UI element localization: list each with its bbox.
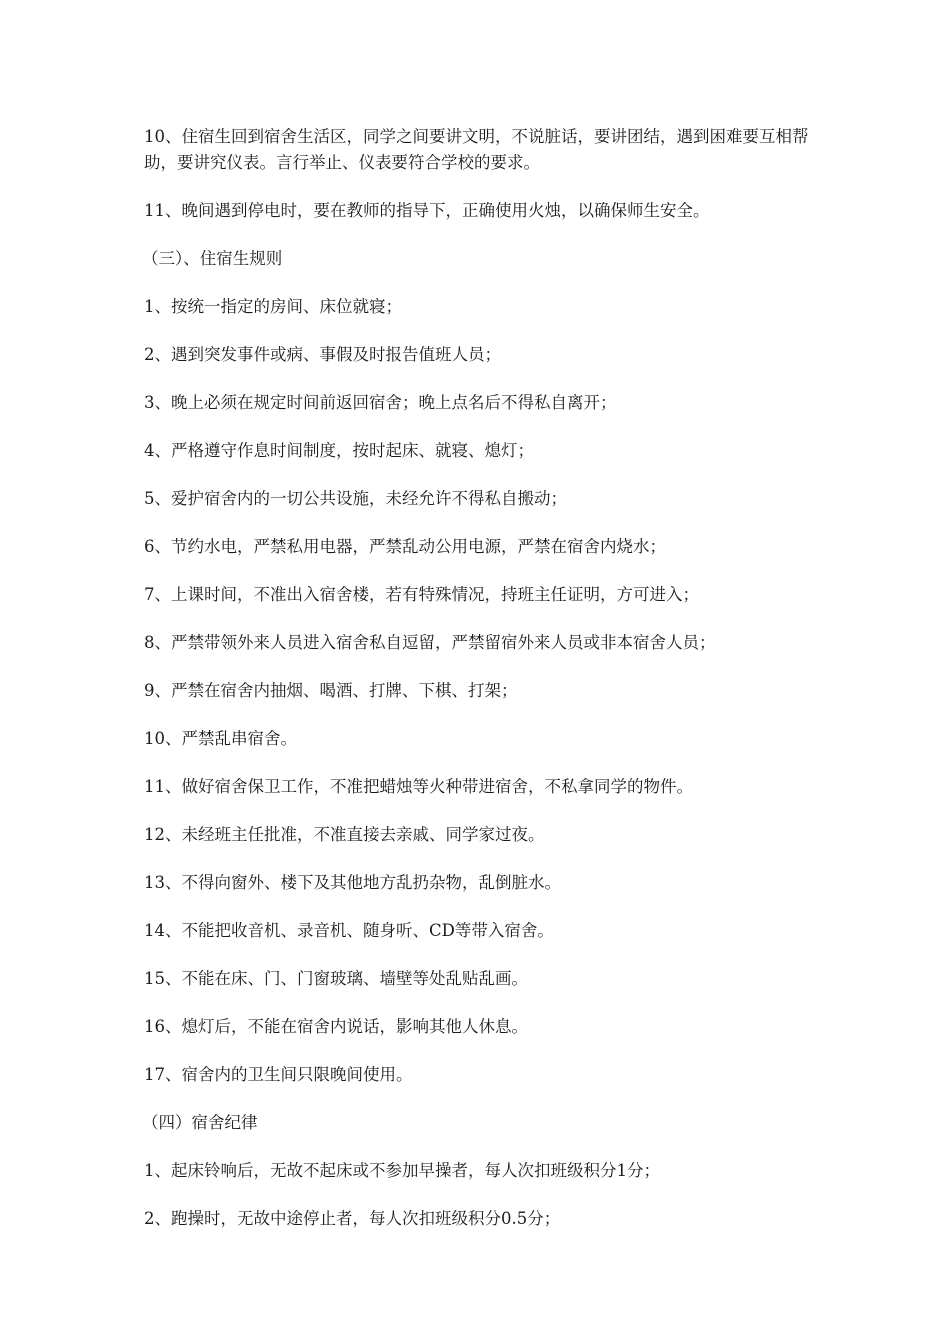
rule-item: 10、住宿生回到宿舍生活区，同学之间要讲文明，不说脏话，要讲团结，遇到困难要互相帮助，要讲究仪表。言行举止、仪表要符合学校的要求。 bbox=[144, 127, 809, 172]
rule-item: 17、宿舍内的卫生间只限晚间使用。 bbox=[144, 1065, 413, 1084]
rule-item: 6、节约水电，严禁私用电器，严禁乱动公用电源，严禁在宿舍内烧水； bbox=[144, 537, 666, 556]
rule-item: 13、不得向窗外、楼下及其他地方乱扔杂物，乱倒脏水。 bbox=[144, 873, 561, 892]
rule-item: 1、起床铃响后，无故不起床或不参加早操者，每人次扣班级积分1分； bbox=[144, 1161, 660, 1180]
rule-item: 9、严禁在宿舍内抽烟、喝酒、打牌、下棋、打架； bbox=[144, 681, 518, 700]
rule-item: 16、熄灯后，不能在宿舍内说话，影响其他人休息。 bbox=[144, 1017, 528, 1036]
section-heading: （三）、住宿生规则 bbox=[142, 249, 283, 268]
rule-item: 11、晚间遇到停电时，要在教师的指导下，正确使用火烛，以确保师生安全。 bbox=[144, 201, 710, 220]
rule-item: 7、上课时间，不准出入宿舍楼，若有特殊情况，持班主任证明，方可进入； bbox=[144, 585, 699, 604]
rule-item: 5、爱护宿舍内的一切公共设施，未经允许不得私自搬动； bbox=[144, 489, 567, 508]
rule-item: 11、做好宿舍保卫工作，不准把蜡烛等火种带进宿舍，不私拿同学的物件。 bbox=[144, 777, 693, 796]
rule-item: 1、按统一指定的房间、床位就寝； bbox=[144, 297, 402, 316]
rule-item: 12、未经班主任批准，不准直接去亲戚、同学家过夜。 bbox=[144, 825, 545, 844]
rule-item: 2、遇到突发事件或病、事假及时报告值班人员； bbox=[144, 345, 501, 364]
rule-item: 14、不能把收音机、录音机、随身听、CD等带入宿舍。 bbox=[144, 921, 554, 940]
rule-item: 15、不能在床、门、门窗玻璃、墙壁等处乱贴乱画。 bbox=[144, 969, 528, 988]
section-heading: （四）宿舍纪律 bbox=[142, 1113, 258, 1132]
rule-item: 4、严格遵守作息时间制度，按时起床、就寝、熄灯； bbox=[144, 441, 534, 460]
rule-item: 2、跑操时，无故中途停止者，每人次扣班级积分0.5分； bbox=[144, 1209, 561, 1228]
rule-item: 3、晚上必须在规定时间前返回宿舍；晚上点名后不得私自离开； bbox=[144, 393, 617, 412]
document-page bbox=[144, 124, 824, 1254]
rule-item: 10、严禁乱串宿舍。 bbox=[144, 729, 297, 748]
rule-item: 8、严禁带领外来人员进入宿舍私自逗留，严禁留宿外来人员或非本宿舍人员； bbox=[144, 633, 716, 652]
